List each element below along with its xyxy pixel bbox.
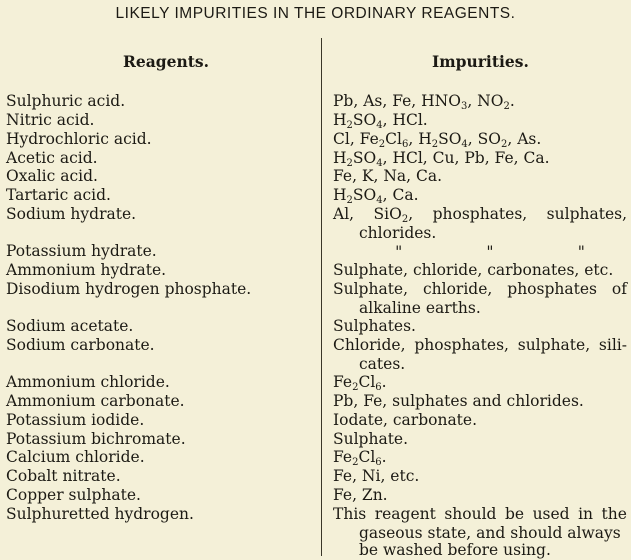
reagent-tartaric-acid: Tartaric acid.	[6, 186, 111, 204]
impurity-sodium-acetate: Sulphates.	[333, 317, 416, 335]
reagent-acetic-acid: Acetic acid.	[6, 149, 98, 167]
page-title: LIKELY IMPURITIES IN THE ORDINARY REAGENTS.	[115, 5, 516, 22]
reagent-hydrochloric-acid: Hydrochloric acid.	[6, 130, 152, 148]
reagent-sulphuric-acid: Sulphuric acid.	[6, 92, 126, 110]
impurity-oxalic-acid: Fe, K, Na, Ca.	[333, 167, 443, 185]
impurity-calcium-chloride: $Fe_2Cl_6$.	[333, 448, 387, 468]
column-divider	[321, 38, 322, 556]
reagent-sodium-hydrate: Sodium hydrate.	[6, 205, 137, 223]
reagent-oxalic-acid: Oxalic acid.	[6, 167, 98, 185]
impurity-sulphuretted-hydrogen-cont-1: gaseous state, and should always	[359, 524, 621, 542]
reagent-disodium-hydrogen-phosphate: Disodium hydrogen phosphate.	[6, 280, 252, 298]
impurity-disodium-phosphate-cont: alkaline earths.	[359, 299, 481, 317]
impurity-sulphuretted-hydrogen: This reagent should be used in the	[333, 505, 627, 523]
impurity-sodium-carbonate-cont: cates.	[359, 355, 406, 373]
impurity-sodium-carbonate: Chloride, phosphates, sulphate, sili-	[333, 336, 627, 354]
reagent-potassium-bichromate: Potassium bichromate.	[6, 430, 186, 448]
impurity-ammonium-hydrate: Sulphate, chloride, carbonates, etc.	[333, 261, 614, 279]
reagent-sodium-acetate: Sodium acetate.	[6, 317, 134, 335]
impurity-potassium-bichromate: Sulphate.	[333, 430, 409, 448]
impurity-hydrochloric-acid: Cl, $Fe_2Cl_6$, $H_2SO_4$, $SO_2$, As.	[333, 130, 542, 150]
reagent-cobalt-nitrate: Cobalt nitrate.	[6, 467, 121, 485]
reagent-ammonium-hydrate: Ammonium hydrate.	[6, 261, 167, 279]
impurity-ammonium-carbonate: Pb, Fe, sulphates and chlorides.	[333, 392, 584, 410]
impurity-tartaric-acid: $H_2SO_4$, Ca.	[333, 186, 419, 206]
reagent-sulphuretted-hydrogen: Sulphuretted hydrogen.	[6, 505, 194, 523]
impurity-potassium-hydrate-ditto: " " "	[395, 243, 585, 261]
reagent-ammonium-chloride: Ammonium chloride.	[6, 373, 170, 391]
impurity-acetic-acid: $H_2SO_4$, HCl, Cu, Pb, Fe, Ca.	[333, 149, 550, 169]
reagent-calcium-chloride: Calcium chloride.	[6, 448, 145, 466]
impurity-sulphuretted-hydrogen-cont-2: be washed before using.	[359, 541, 551, 559]
impurities-header: Impurities.	[432, 52, 529, 71]
reagent-potassium-iodide: Potassium iodide.	[6, 411, 145, 429]
reagents-header: Reagents.	[123, 52, 210, 71]
reagent-nitric-acid: Nitric acid.	[6, 111, 95, 129]
impurity-sulphuric-acid: Pb, As, Fe, $HNO_3$, $NO_2$.	[333, 92, 515, 112]
reagent-potassium-hydrate: Potassium hydrate.	[6, 242, 157, 260]
impurity-copper-sulphate: Fe, Zn.	[333, 486, 388, 504]
reagent-ammonium-carbonate: Ammonium carbonate.	[6, 392, 185, 410]
impurity-ammonium-chloride: $Fe_2Cl_6$.	[333, 373, 387, 393]
impurity-disodium-phosphate: Sulphate, chloride, phosphates of	[333, 280, 627, 298]
impurity-nitric-acid: $H_2SO_4$, HCl.	[333, 111, 428, 131]
impurity-sodium-hydrate: Al, SiO$_2$, phosphates, sulphates,	[333, 205, 627, 225]
impurity-sodium-hydrate-cont: chlorides.	[359, 224, 437, 242]
reagent-copper-sulphate: Copper sulphate.	[6, 486, 141, 504]
reagent-sodium-carbonate: Sodium carbonate.	[6, 336, 155, 354]
impurity-potassium-iodide: Iodate, carbonate.	[333, 411, 478, 429]
impurity-cobalt-nitrate: Fe, Ni, etc.	[333, 467, 420, 485]
